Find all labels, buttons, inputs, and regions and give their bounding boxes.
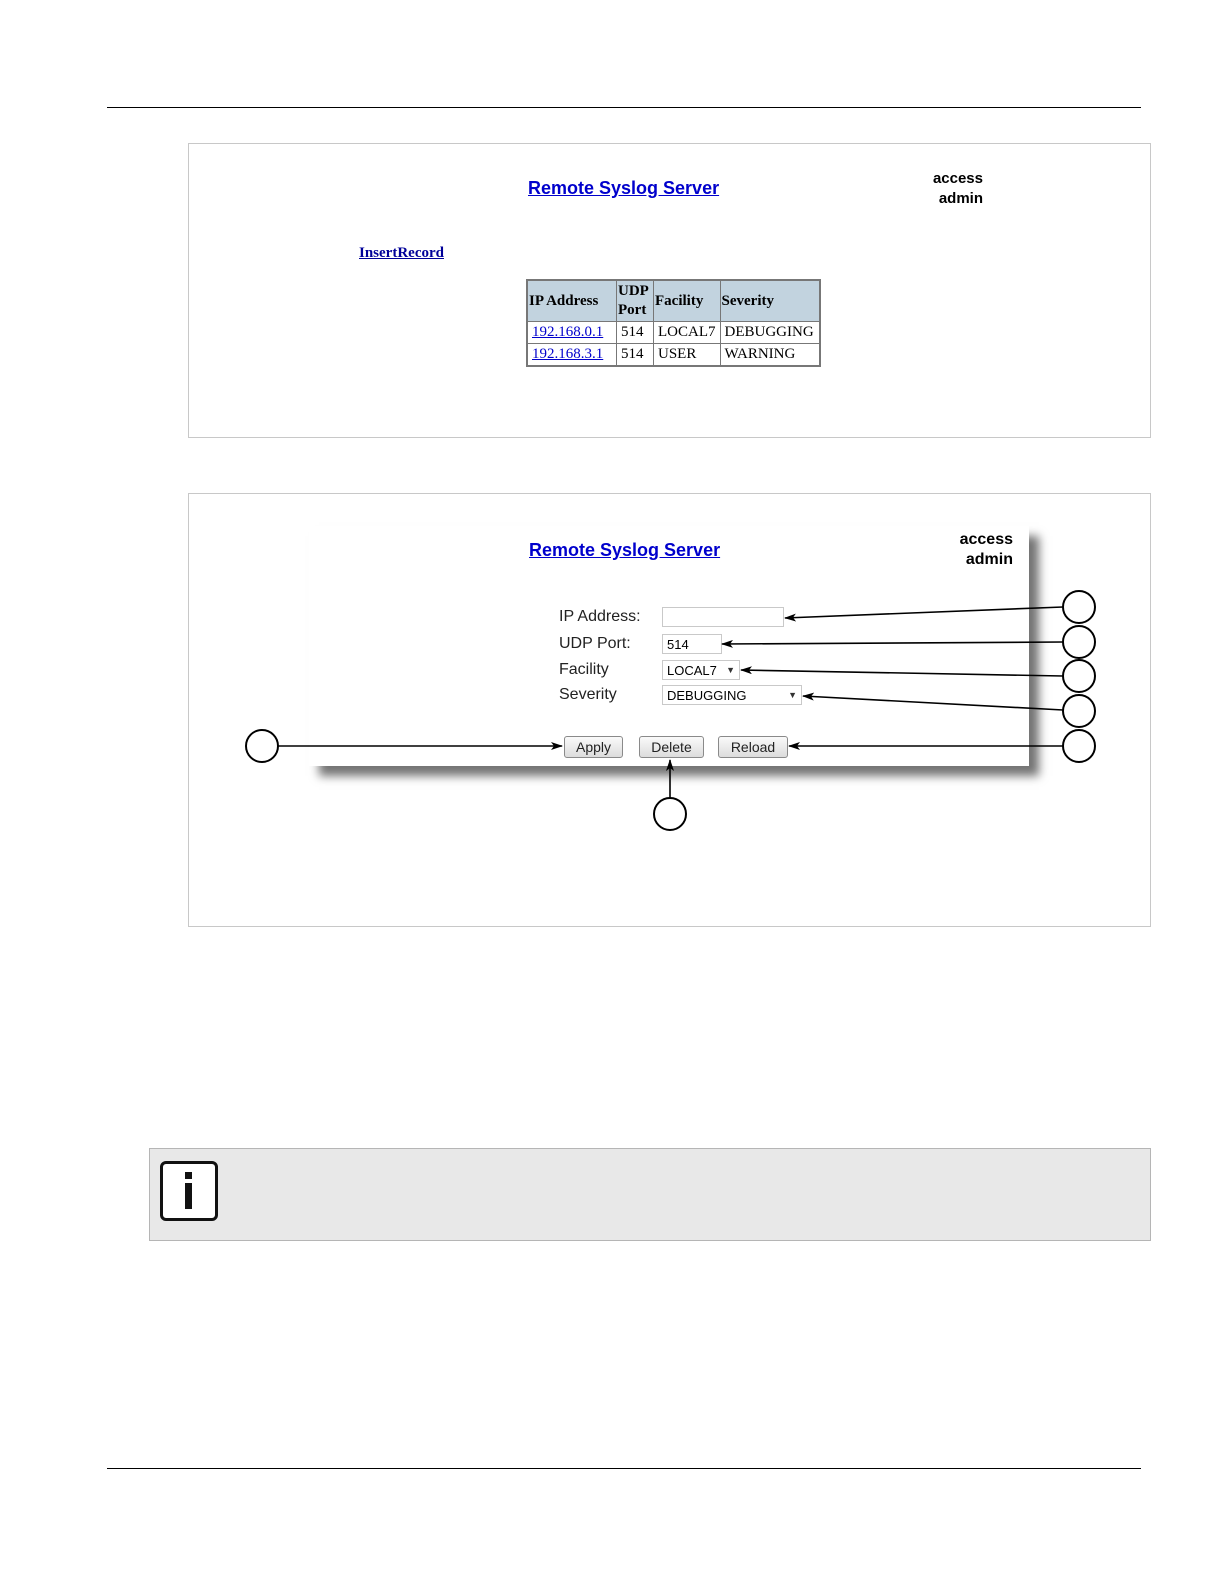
facility-cell: LOCAL7 bbox=[654, 322, 721, 344]
table-row bbox=[527, 344, 820, 367]
callout-circle-4 bbox=[1063, 695, 1095, 727]
severity-cell: DEBUGGING bbox=[720, 322, 820, 344]
note-box bbox=[149, 1148, 1151, 1241]
ip-cell bbox=[527, 322, 617, 344]
udp-port-label: UDP Port: bbox=[559, 635, 631, 652]
ip-link[interactable]: 192.168.0.1 bbox=[532, 324, 604, 340]
callout-circle-7 bbox=[654, 798, 686, 830]
callout-circle-2 bbox=[1063, 626, 1095, 658]
footer-rule bbox=[107, 1468, 1141, 1469]
info-icon bbox=[160, 1161, 218, 1221]
callout-overlay bbox=[189, 494, 1150, 926]
severity-label: Severity bbox=[559, 686, 617, 703]
column-header-severity: Severity bbox=[720, 280, 820, 322]
callout-circle-6 bbox=[246, 730, 278, 762]
figure-remote-syslog-form bbox=[188, 493, 1151, 927]
column-header-facility: Facility bbox=[654, 280, 721, 322]
port-cell: 514 bbox=[617, 344, 654, 367]
ip-address-label: IP Address: bbox=[559, 608, 641, 625]
syslog-server-table bbox=[526, 279, 821, 367]
callout-circle-1 bbox=[1063, 591, 1095, 623]
ip-link[interactable]: 192.168.3.1 bbox=[532, 346, 604, 362]
callout-arrow-4 bbox=[803, 696, 1063, 710]
access-level bbox=[933, 169, 983, 209]
access-value: admin bbox=[965, 551, 1013, 568]
port-cell: 514 bbox=[617, 322, 654, 344]
facility-selected-value: LOCAL7 bbox=[667, 662, 717, 678]
header-rule bbox=[107, 107, 1141, 108]
facility-label: Facility bbox=[559, 661, 609, 678]
column-header-ip: IP Address bbox=[527, 280, 617, 322]
reload-button[interactable]: Reload bbox=[718, 736, 788, 758]
severity-cell: WARNING bbox=[720, 344, 820, 367]
chevron-down-icon: ▼ bbox=[726, 665, 735, 675]
callout-arrow-2 bbox=[722, 642, 1063, 644]
page-title-link[interactable]: Remote Syslog Server bbox=[529, 540, 721, 560]
callout-circle-5 bbox=[1063, 730, 1095, 762]
chevron-down-icon: ▼ bbox=[788, 690, 797, 700]
figure-remote-syslog-table bbox=[188, 143, 1151, 438]
access-value: admin bbox=[938, 190, 983, 207]
callout-circle-3 bbox=[1063, 660, 1095, 692]
access-label: access bbox=[959, 531, 1013, 548]
column-header-port: UDP Port bbox=[617, 280, 654, 322]
severity-selected-value: DEBUGGING bbox=[667, 687, 747, 703]
udp-port-input[interactable]: 514 bbox=[662, 634, 722, 654]
insert-record-link[interactable]: InsertRecord bbox=[359, 245, 444, 261]
ip-cell bbox=[527, 344, 617, 367]
table-row bbox=[527, 322, 820, 344]
delete-button[interactable]: Delete bbox=[639, 736, 704, 758]
table-header-row bbox=[527, 280, 820, 322]
callout-arrow-3 bbox=[741, 670, 1063, 676]
page-title-link[interactable]: Remote Syslog Server bbox=[528, 178, 720, 198]
apply-button[interactable]: Apply bbox=[564, 736, 623, 758]
facility-cell: USER bbox=[654, 344, 721, 367]
callout-arrow-1 bbox=[785, 607, 1063, 618]
access-label: access bbox=[932, 170, 983, 187]
